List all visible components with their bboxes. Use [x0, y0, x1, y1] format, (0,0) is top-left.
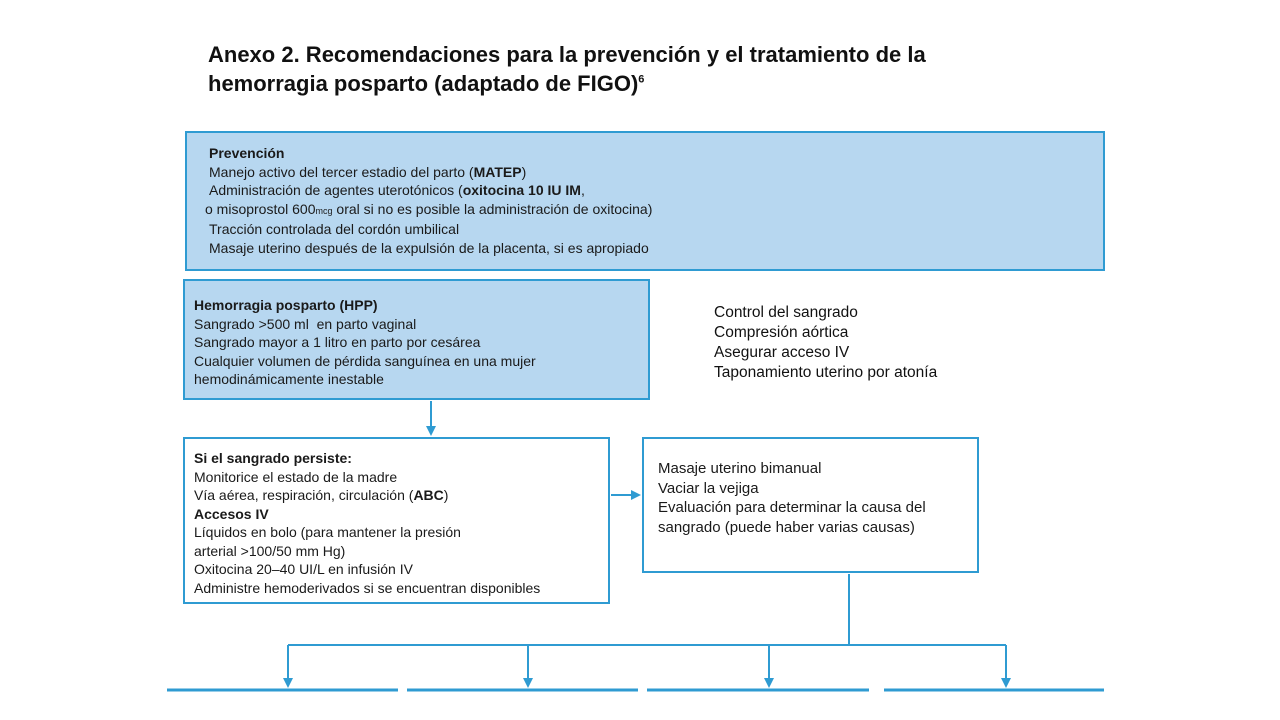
prevention-item-misoprostol-text: o misoprostol 600: [205, 200, 316, 217]
persist-item-abc-text: Vía aérea, respiración, circulación (: [194, 487, 414, 503]
prevention-item-uterotonics-text: Administración de agentes uterotónicos (: [209, 182, 463, 198]
persist-item-monitor: Monitorice el estado de la madre: [194, 468, 398, 485]
prevention-item-uterotonics-end: ,: [580, 182, 585, 198]
persist-heading: Si el sangrado persiste:: [194, 450, 352, 466]
hpp-item-unstable: Cualquier volumen de pérdida sanguínea en una mujer: [194, 352, 536, 369]
prevention-item-misoprostol-end: oral si no es posible la administración de oxitocina): [332, 200, 653, 217]
control-item-tamponade: Taponamiento uterino por atonía: [714, 364, 938, 381]
persist-item-blood: Administre hemoderivados si se encuentran disponibles: [194, 579, 541, 596]
hpp-item-vaginal: Sangrado >500 ml en parto vaginal: [194, 315, 417, 332]
hpp-item-cesarean: Sangrado mayor a 1 litro en parto por cesárea: [194, 334, 481, 350]
prevention-item-matep-end: ): [521, 163, 527, 180]
persist-item-pressure: arterial >100/50 mm Hg): [194, 542, 346, 559]
title-line-1: Anexo 2. Recomendaciones para la prevención y el tratamiento de la: [208, 42, 926, 67]
control-item-iv: Asegurar acceso IV: [714, 344, 850, 361]
title-line-2-text: hemorragia posparto (adaptado de FIGO): [208, 71, 639, 96]
prevention-heading: Prevención: [209, 145, 285, 161]
prevention-item-matep-text: Manejo activo del tercer estadio del parto (: [209, 163, 474, 180]
title-footnote-ref: 6: [638, 73, 645, 86]
evaluation-item-cause-cont: sangrado (puede haber varias causas): [658, 518, 915, 536]
persist-item-oxytocin: Oxitocina 20–40 UI/L en infusión IV: [194, 561, 413, 577]
control-item-bleeding: Control del sangrado: [714, 304, 858, 321]
control-item-aortic: Compresión aórtica: [714, 324, 849, 341]
evaluation-item-massage: Masaje uterino bimanual: [658, 460, 822, 477]
prevention-item-massage: Masaje uterino después de la expulsión de la placenta, si es apropiado: [209, 239, 649, 256]
prevention-item-misoprostol-unit: mcg: [315, 205, 333, 216]
evaluation-item-bladder: Vaciar la vejiga: [658, 479, 759, 497]
prevention-item-traction: Tracción controlada del cordón umbilical: [209, 221, 460, 237]
persist-item-fluids: Líquidos en bolo (para mantener la presión: [194, 524, 461, 540]
persist-item-abc-bold: ABC: [413, 487, 444, 503]
prevention-item-matep-bold: MATEP: [473, 163, 522, 180]
persist-item-abc-end: ): [443, 487, 449, 503]
hpp-item-unstable-cont: hemodinámicamente inestable: [194, 371, 384, 387]
persist-heading-iv: Accesos IV: [194, 505, 269, 522]
evaluation-item-cause: Evaluación para determinar la causa del: [658, 499, 926, 516]
hpp-heading: Hemorragia posparto (HPP): [194, 297, 378, 313]
prevention-item-uterotonics-bold: oxitocina 10 IU IM: [462, 182, 581, 198]
